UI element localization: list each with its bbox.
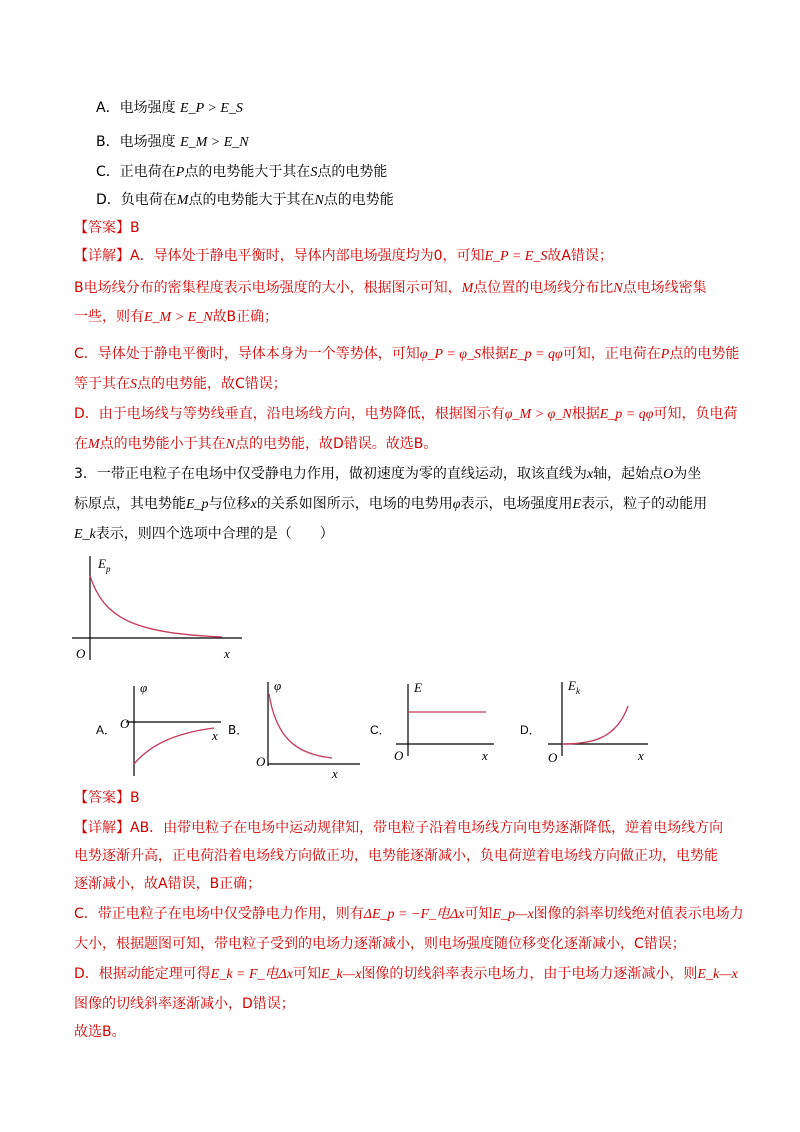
detail-2-line-6: D．根据动能定理可得E_k = F_电Δx可知E_k—x图像的切线斜率表示电场力，由于电场力逐渐减小，则E_k—x — [74, 966, 738, 982]
detail-1-line-1: 【详解】A．导体处于静电平衡时，导体内部电场强度均为0，可知E_P = E_S故A错误； — [74, 248, 613, 264]
detail-2-line-4: C．带正电粒子在电场中仅受静电力作用，则有ΔE_p = −F_电Δx可知E_p—x图像的斜率切线绝对值表示电场力 — [74, 906, 744, 922]
detail-1-line-4: C．导体处于静电平衡时，导体本身为一个等势体，可知φ_P = φ_S根据E_p = qφ可知，正电荷在P点的电势能 — [74, 346, 740, 362]
graph-a-x-label: x — [212, 728, 218, 743]
answer-2: 【答案】B — [74, 790, 140, 806]
math-ep-gt-es: E_P > E_S — [180, 101, 243, 116]
detail-2-line-2: 电势逐渐升高，正电荷沿着电场线方向做正功，电势能逐渐减小，负电荷逆着电场线方向做正功，电势能 — [74, 848, 718, 864]
graph-b-origin: O — [256, 754, 266, 769]
graph-b-x-label: x — [332, 766, 338, 781]
graph-d — [520, 676, 660, 776]
graph-d-y-label: $E_k$ — [568, 678, 580, 696]
detail-1-line-3: 一些，则有E_M > E_N故B正确； — [74, 309, 279, 325]
graph-c-label: C． — [370, 723, 391, 737]
detail-2-line-1: 【详解】AB．由带电粒子在电场中运动规律知，带电粒子沿着电场线方向电势逐渐降低，逆着电场线方向 — [74, 820, 724, 836]
math-em-gt-en: E_M > E_N — [180, 135, 249, 150]
x-label: x — [224, 646, 230, 661]
option-a: A．电场强度 E_P > E_S — [96, 100, 243, 116]
ep-label: $E_p$ — [98, 556, 111, 574]
detail-1-line-7: 在M点的电势能小于其在N点的电势能，故D错误。故选B。 — [74, 436, 438, 452]
graph-c — [370, 676, 500, 776]
option-d: D．负电荷在M点的电势能大于其在N点的电势能 — [96, 192, 394, 208]
question-3-line-3: E_k表示，则四个选项中合理的是（ ） — [74, 526, 334, 542]
question-3-line-1: 3．一带正电粒子在电场中仅受静电力作用，做初速度为零的直线运动，取该直线为x轴，起始点O为坐 — [74, 466, 702, 482]
graph-d-origin: O — [548, 750, 558, 765]
graph-b-curve — [269, 694, 332, 758]
graph-a-curve — [134, 728, 214, 764]
detail-2-line-5: 大小，根据题图可知，带电粒子受到的电场力逐渐减小，则电场强度随位移变化逐渐减小，C错误； — [74, 936, 686, 952]
graph-a-y-label: φ — [140, 680, 148, 695]
graph-d-label: D． — [520, 723, 541, 737]
graph-c-origin: O — [394, 748, 404, 763]
detail-2-line-3: 逐渐减小，故A错误，B正确； — [74, 876, 262, 892]
graph-c-x-label: x — [482, 748, 488, 763]
option-b: B．电场强度 E_M > E_N — [96, 134, 249, 150]
detail-2-line-8: 故选B。 — [74, 1024, 126, 1040]
main-ep-x-graph — [72, 548, 252, 668]
graph-a — [96, 676, 226, 776]
ep-curve — [90, 576, 222, 637]
graph-c-y-label: E — [414, 680, 422, 695]
graph-b-label: B． — [228, 723, 249, 737]
detail-1-line-2: B电场线分布的密集程度表示电场强度的大小，根据图示可知，M点位置的电场线分布比N点电场线密集 — [74, 280, 707, 296]
answer-1: 【答案】B — [74, 220, 140, 236]
detail-1-line-6: D．由于电场线与等势线垂直，沿电场线方向，电势降低，根据图示有φ_M > φ_N根据E_p = qφ可知，负电荷 — [74, 406, 738, 422]
detail-2-line-7: 图像的切线斜率逐渐减小，D错误； — [74, 996, 295, 1012]
graph-b — [252, 676, 362, 781]
origin-label: O — [76, 646, 86, 661]
graph-a-origin: O — [120, 716, 130, 731]
graph-b-y-label: φ — [274, 678, 282, 693]
graph-d-x-label: x — [638, 748, 644, 763]
graph-a-label: A． — [96, 723, 117, 737]
graph-d-curve — [562, 706, 628, 744]
option-c: C．正电荷在P点的电势能大于其在S点的电势能 — [96, 164, 388, 180]
question-3-line-2: 标原点，其电势能E_p与位移x的关系如图所示，电场的电势用φ表示，电场强度用E表示，粒子的动能用 — [74, 496, 708, 512]
detail-1-line-5: 等于其在S点的电势能，故C错误； — [74, 376, 287, 392]
